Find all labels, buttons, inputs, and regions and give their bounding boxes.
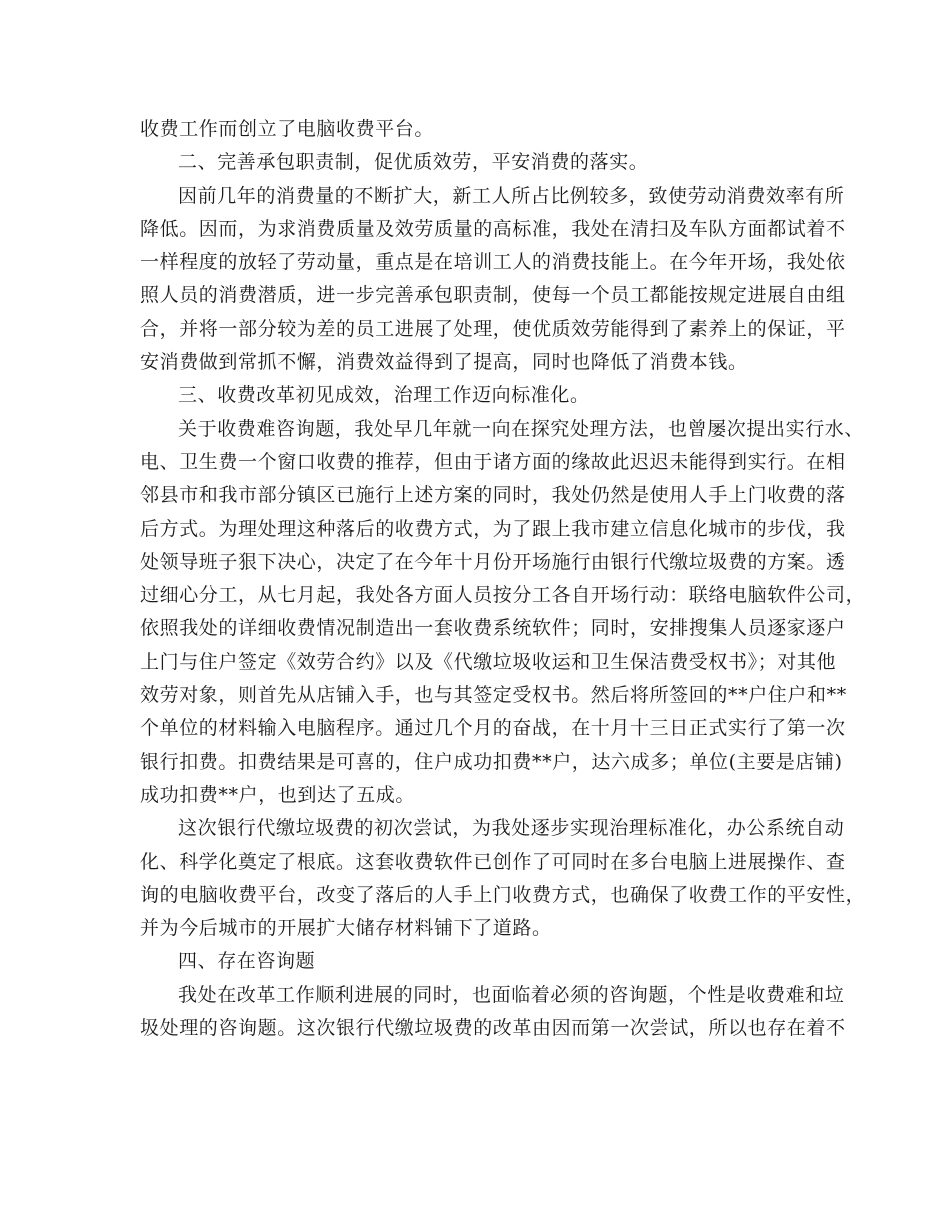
document-body <box>140 113 866 1045</box>
text-line: 照人员的消费潜质，进一步完善承包职责制，使每一个员工都能按规定进展自由组 <box>140 284 846 307</box>
text-line: 化、科学化奠定了根底。这套收费软件已创作了可同时在多台电脑上进展操作、查 <box>140 850 846 873</box>
text-line: 电、卫生费一个窗口收费的推荐，但由于诸方面的缘故此迟迟未能得到实行。在相 <box>140 450 846 473</box>
text-line: 降低。因而，为求消费质量及效劳质量的高标准，我处在清扫及车队方面都试着不 <box>140 217 846 240</box>
text-line: 因前几年的消费量的不断扩大，新工人所占比例较多，致使劳动消费效率有所 <box>178 184 845 207</box>
text-line: 过细心分工，从七月起，我处各方面人员按分工各自开场行动：联络电脑软件公司， <box>140 584 866 607</box>
text-line: 询的电脑收费平台，改变了落后的人手上门收费方式，也确保了收费工作的平安性， <box>140 883 866 906</box>
text-line: 银行扣费。扣费结果是可喜的，住户成功扣费**户，达六成多；单位(主要是店铺) <box>140 750 843 773</box>
text-line: 个单位的材料输入电脑程序。通过几个月的奋战，在十月十三日正式实行了第一次 <box>140 717 846 740</box>
text-line: 依照我处的详细收费情况制造出一套收费系统软件；同时，安排搜集人员逐家逐户 <box>140 617 846 640</box>
text-line: 四、存在咨询题 <box>178 950 316 973</box>
text-line: 二、完善承包职责制，促优质效劳，平安消费的落实。 <box>178 151 649 174</box>
text-line: 我处在改革工作顺利进展的同时，也面临着必须的咨询题，个性是收费难和垃 <box>178 983 845 1006</box>
text-line: 邻县市和我市部分镇区已施行上述方案的同时，我处仍然是使用人手上门收费的落 <box>140 484 846 507</box>
text-line: 并为今后城市的开展扩大储存材料铺下了道路。 <box>140 917 552 940</box>
text-line: 这次银行代缴垃圾费的初次尝试，为我处逐步实现治理标准化，办公系统自动 <box>178 817 845 840</box>
text-line: 收费工作而创立了电脑收费平台。 <box>140 118 435 140</box>
text-line: 三、收费改革初见成效，治理工作迈向标准化。 <box>178 384 590 407</box>
text-line: 关于收费难咨询题，我处早几年就一向在探究处理方法，也曾屡次提出实行水、 <box>178 417 865 440</box>
text-line: 安消费做到常抓不懈，消费效益得到了提高，同时也降低了消费本钱。 <box>140 351 748 374</box>
text-line: 后方式。为理处理这种落后的收费方式，为了跟上我市建立信息化城市的步伐，我 <box>140 517 846 540</box>
text-line: 成功扣费**户，也到达了五成。 <box>140 783 416 806</box>
text-line: 一样程度的放轻了劳动量，重点是在培训工人的消费技能上。在今年开场，我处依 <box>140 251 846 274</box>
text-line: 处领导班子狠下决心，决定了在今年十月份开场施行由银行代缴垃圾费的方案。透 <box>140 550 846 573</box>
text-line: 上门与住户签定《效劳合约》以及《代缴垃圾收运和卫生保洁费受权书》；对其他 <box>140 650 837 673</box>
text-line: 圾处理的咨询题。这次银行代缴垃圾费的改革由因而第一次尝试，所以也存在着不 <box>140 1017 846 1040</box>
text-line: 合，并将一部分较为差的员工进展了处理，使优质效劳能得到了素养上的保证，平 <box>140 317 846 340</box>
text-line: 效劳对象，则首先从店铺入手，也与其签定受权书。然后将所签回的**户住户和** <box>140 684 847 707</box>
